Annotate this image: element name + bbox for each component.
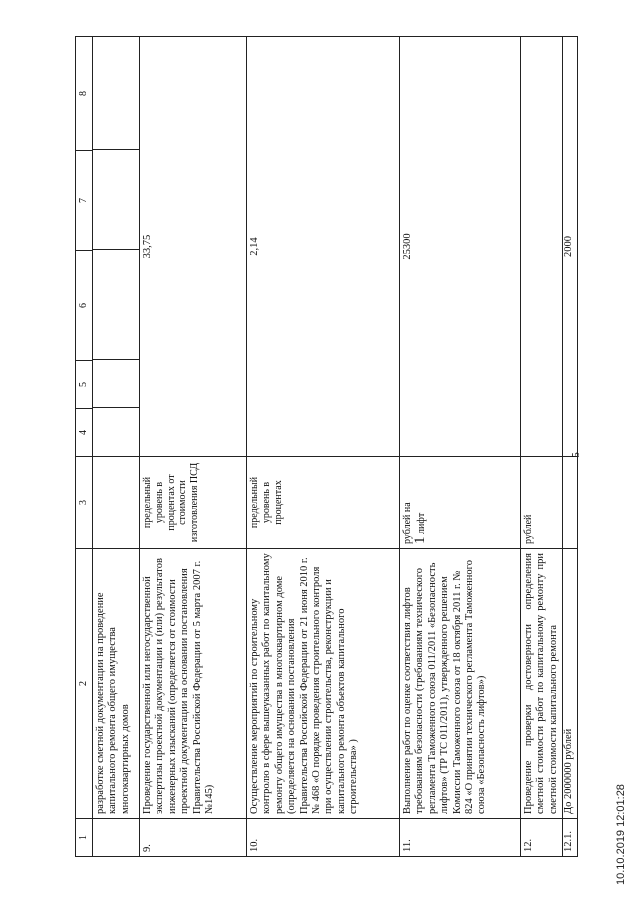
row-value: 25300 xyxy=(400,37,521,457)
table-row xyxy=(247,37,400,857)
unit-text: рублей на xyxy=(402,502,413,544)
table-row xyxy=(93,37,140,857)
row-number: 12. xyxy=(521,819,563,857)
row-unit: предельный уровень в процентах xyxy=(247,457,400,549)
row-value: 2,14 xyxy=(247,37,400,457)
column-number-1: 1 xyxy=(76,819,93,857)
row-unit xyxy=(400,457,521,549)
page-number: 5 xyxy=(570,452,582,458)
row-unit xyxy=(93,457,140,549)
row-number xyxy=(93,819,140,857)
row-unit: рублей xyxy=(521,457,563,549)
row-number: 12.1. xyxy=(563,819,578,857)
column-number-5: 5 xyxy=(76,361,93,409)
unit-count: 1 xyxy=(411,536,428,544)
column-number-7: 7 xyxy=(76,151,93,251)
row-description: Проведение проверки достоверности определения сметной стоимости работ по капитальному ремонту при сметной стоимости капитального ремонта xyxy=(521,549,563,819)
unit-text-suffix: лифт xyxy=(415,512,427,537)
table-row xyxy=(400,37,521,857)
column-number-3: 3 xyxy=(76,457,93,549)
row-description: Выполнение работ по оценке соответствия лифтов требованиям безопасности (требованиям технического регламента Таможенного союза 011/2011 «Безопасность лифтов» (ТР ТС 011/2011), утвержденного решением Комиссии Таможенного союза от 18 октября 2011 г. № 824 «О принятии технического регламента Таможенного союза «Безопасность лифтов») xyxy=(400,549,521,819)
column-number-8: 8 xyxy=(76,37,93,151)
table-header-row xyxy=(76,37,93,857)
cost-table xyxy=(75,36,578,857)
row-number: 11. xyxy=(400,819,521,857)
row-value: 33,75 xyxy=(140,37,247,457)
column-number-4: 4 xyxy=(76,409,93,457)
row-description: До 2000000 рублей xyxy=(563,549,578,819)
table-row xyxy=(140,37,247,857)
table-row xyxy=(521,37,563,857)
row-unit: предельный уровень в процентах от стоимости изготовления ПСД xyxy=(140,457,247,549)
row-number: 9. xyxy=(140,819,247,857)
column-number-6: 6 xyxy=(76,251,93,361)
row-value: 2000 xyxy=(563,37,578,457)
row-values xyxy=(93,37,140,457)
row-description: Осуществление мероприятий по строительному контролю в сфере вышеуказанных работ по капитальному ремонту общего имущества в многоквартирном доме (определяется на основании постановления Правительства Российской Федерации от 21 июня 2010 г. № 468 «О порядке проведения строительного контроля при осуществлении строительства, реконструкции и капитального ремонта объектов капитального строительства» ) xyxy=(247,549,400,819)
print-timestamp: 10.10.2019 12:01:28 xyxy=(615,784,627,885)
row-description: Проведение государственной или негосударственной экспертизы проектной документации и (или) результатов инженерных изысканий (определяется от стоимости проектной документации на основании постановления Правительства Российской Федерации от 5 марта 2007 г. №145) xyxy=(140,549,247,819)
row-number: 10. xyxy=(247,819,400,857)
row-value xyxy=(521,37,563,457)
row-description: разработке сметной документации на проведение капитального ремонта общего имущества многоквартирных домов xyxy=(93,549,140,819)
column-number-2: 2 xyxy=(76,549,93,819)
